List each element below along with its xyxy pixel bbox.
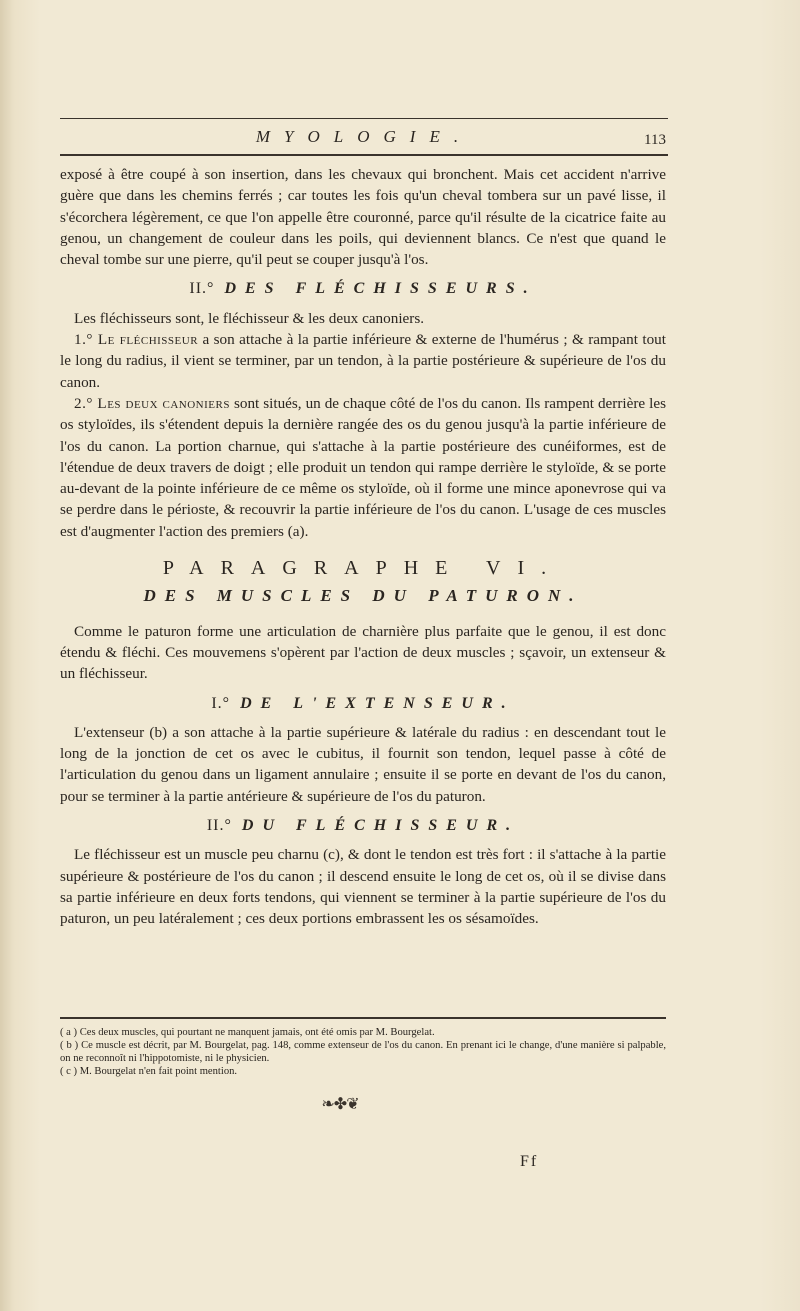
paragraph-text: sont situés, un de chaque côté de l'os du canon. Ils rampent derrière les os styloïdes, ils s'étendent depuis la dernière rangée des os du genou jusqu'à la partie inférieure de l'os du canon. La portion charnue, qui s'attache à la partie postérieure des cunéiformes, est de l'étendue de deux travers de doigt ; elle produit un tendon qui rampe derrière le styloïde, & se porte au-devant de la pointe inférieure de ce même os styloïde, où il forme une mince aponevrose qui va se perdre dans le périoste, & recouvrir la partie inférieure de l'os du canon. L'usage de ces muscles est d'augmenter l'action des premiers (a). [60, 394, 666, 540]
header-rule-top [60, 118, 668, 119]
paragraph-extenseur: L'extenseur (b) a son attache à la partie supérieure & latérale du radius : en descendant tout le long de la jonction de cet os avec le cubitus, il fournit son tendon, lequel passe à côté de l'articulation du genou dans un ligament annulaire ; ensuite il se porte en devant de l'os du canon, pour se terminer à la partie antérieure & supérieure de l'os du paturon. [60, 723, 666, 805]
paragraph-continuation: exposé à être coupé à son insertion, dans les chevaux qui bronchent. Mais cet accident n'arrive guère que dans les chemins ferrés ; car toutes les fois qu'un cheval tombera sur un pavé lisse, il s'écorchera légèrement, ce que l'on appelle être couronné, parce qu'il résulte de la cicatrice faite au genou, un changement de couleur dans les poils, qui deviennent blancs. Ce n'est que quand le cheval tombe sur une pierre, qu'il peut se couper jusqu'à l'os. [60, 166, 666, 269]
footnote-b: ( b ) Ce muscle est décrit, par M. Bourgelat, pag. 148, comme extenseur de l'os du canon. En prenant ici le change, d'une manière si palpable, on ne reconnoît ni l'hippotomiste, ni le physicien. [60, 1040, 666, 1064]
term-lead: 1.° Le fléchisseur [74, 331, 199, 349]
section-heading-extenseur [60, 693, 666, 714]
paragraph-flechisseur [60, 329, 666, 393]
page-number: 113 [644, 132, 666, 148]
header-rule-bottom [60, 154, 668, 156]
footnote-c: ( c ) M. Bourgelat n'en fait point mention. [60, 1066, 238, 1077]
page-header [60, 118, 668, 156]
section-heading-flechisseurs [60, 278, 666, 299]
paragraph-title: PARAGRAPHE VI. [162, 557, 564, 580]
paragraph-subtitle: DES MUSCLES DU PATURON. [143, 586, 583, 606]
paragraph-flechisseur-paturon: Le fléchisseur est un muscle peu charnu (c), & dont le tendon est très fort : il s'attache à la partie supérieure & postérieure de l'os du canon ; il descend ensuite le long de cet os, où il se divise dans sa partie inférieure en deux forts tendons, qui viennent se terminer à la partie supérieure de l'os du paturon, un peu latéralement ; ces deux portions embrassent les os sésamoïdes. [60, 846, 666, 928]
paragraph-intro: Les fléchisseurs sont, le fléchisseur & les deux canoniers. [74, 309, 425, 327]
main-text [60, 164, 666, 930]
paragraph-paturon: Comme le paturon forme une articulation de charnière plus parfaite que le genou, il est donc étendu & fléchi. Ces mouvemens s'opèrent par l'action de deux muscles ; sçavoir, un extenseur & un fléchisseur. [60, 622, 666, 683]
running-head: MYOLOGIE. [255, 127, 473, 146]
footnotes [60, 1026, 666, 1078]
paragraph-text: a son attache à la partie inférieure & externe de l'humérus ; & rampant tout le long du radius, il vient se terminer, par un tendon, à la partie postérieure & supérieure de l'os du canon. [60, 331, 666, 391]
section-title: DU FLÉCHISSEUR. [241, 817, 520, 835]
signature-mark: Ff [520, 1153, 539, 1170]
term-lead: 2.° Les deux canoniers [74, 394, 230, 412]
footnote-rule [60, 1017, 666, 1019]
section-heading-flechisseur [60, 815, 666, 836]
section-number: II.° [189, 280, 215, 298]
paragraph-canoniers [60, 393, 666, 542]
section-title: DE L'EXTENSEUR. [240, 694, 515, 712]
section-number: I.° [211, 694, 231, 712]
printer-ornament: ❧✤❦ [321, 1096, 359, 1113]
section-number: II.° [206, 817, 232, 835]
footnote-a: ( a ) Ces deux muscles, qui pourtant ne manquent jamais, ont été omis par M. Bourgelat. [60, 1027, 435, 1038]
section-title: DES FLÉCHISSEURS. [224, 280, 537, 298]
